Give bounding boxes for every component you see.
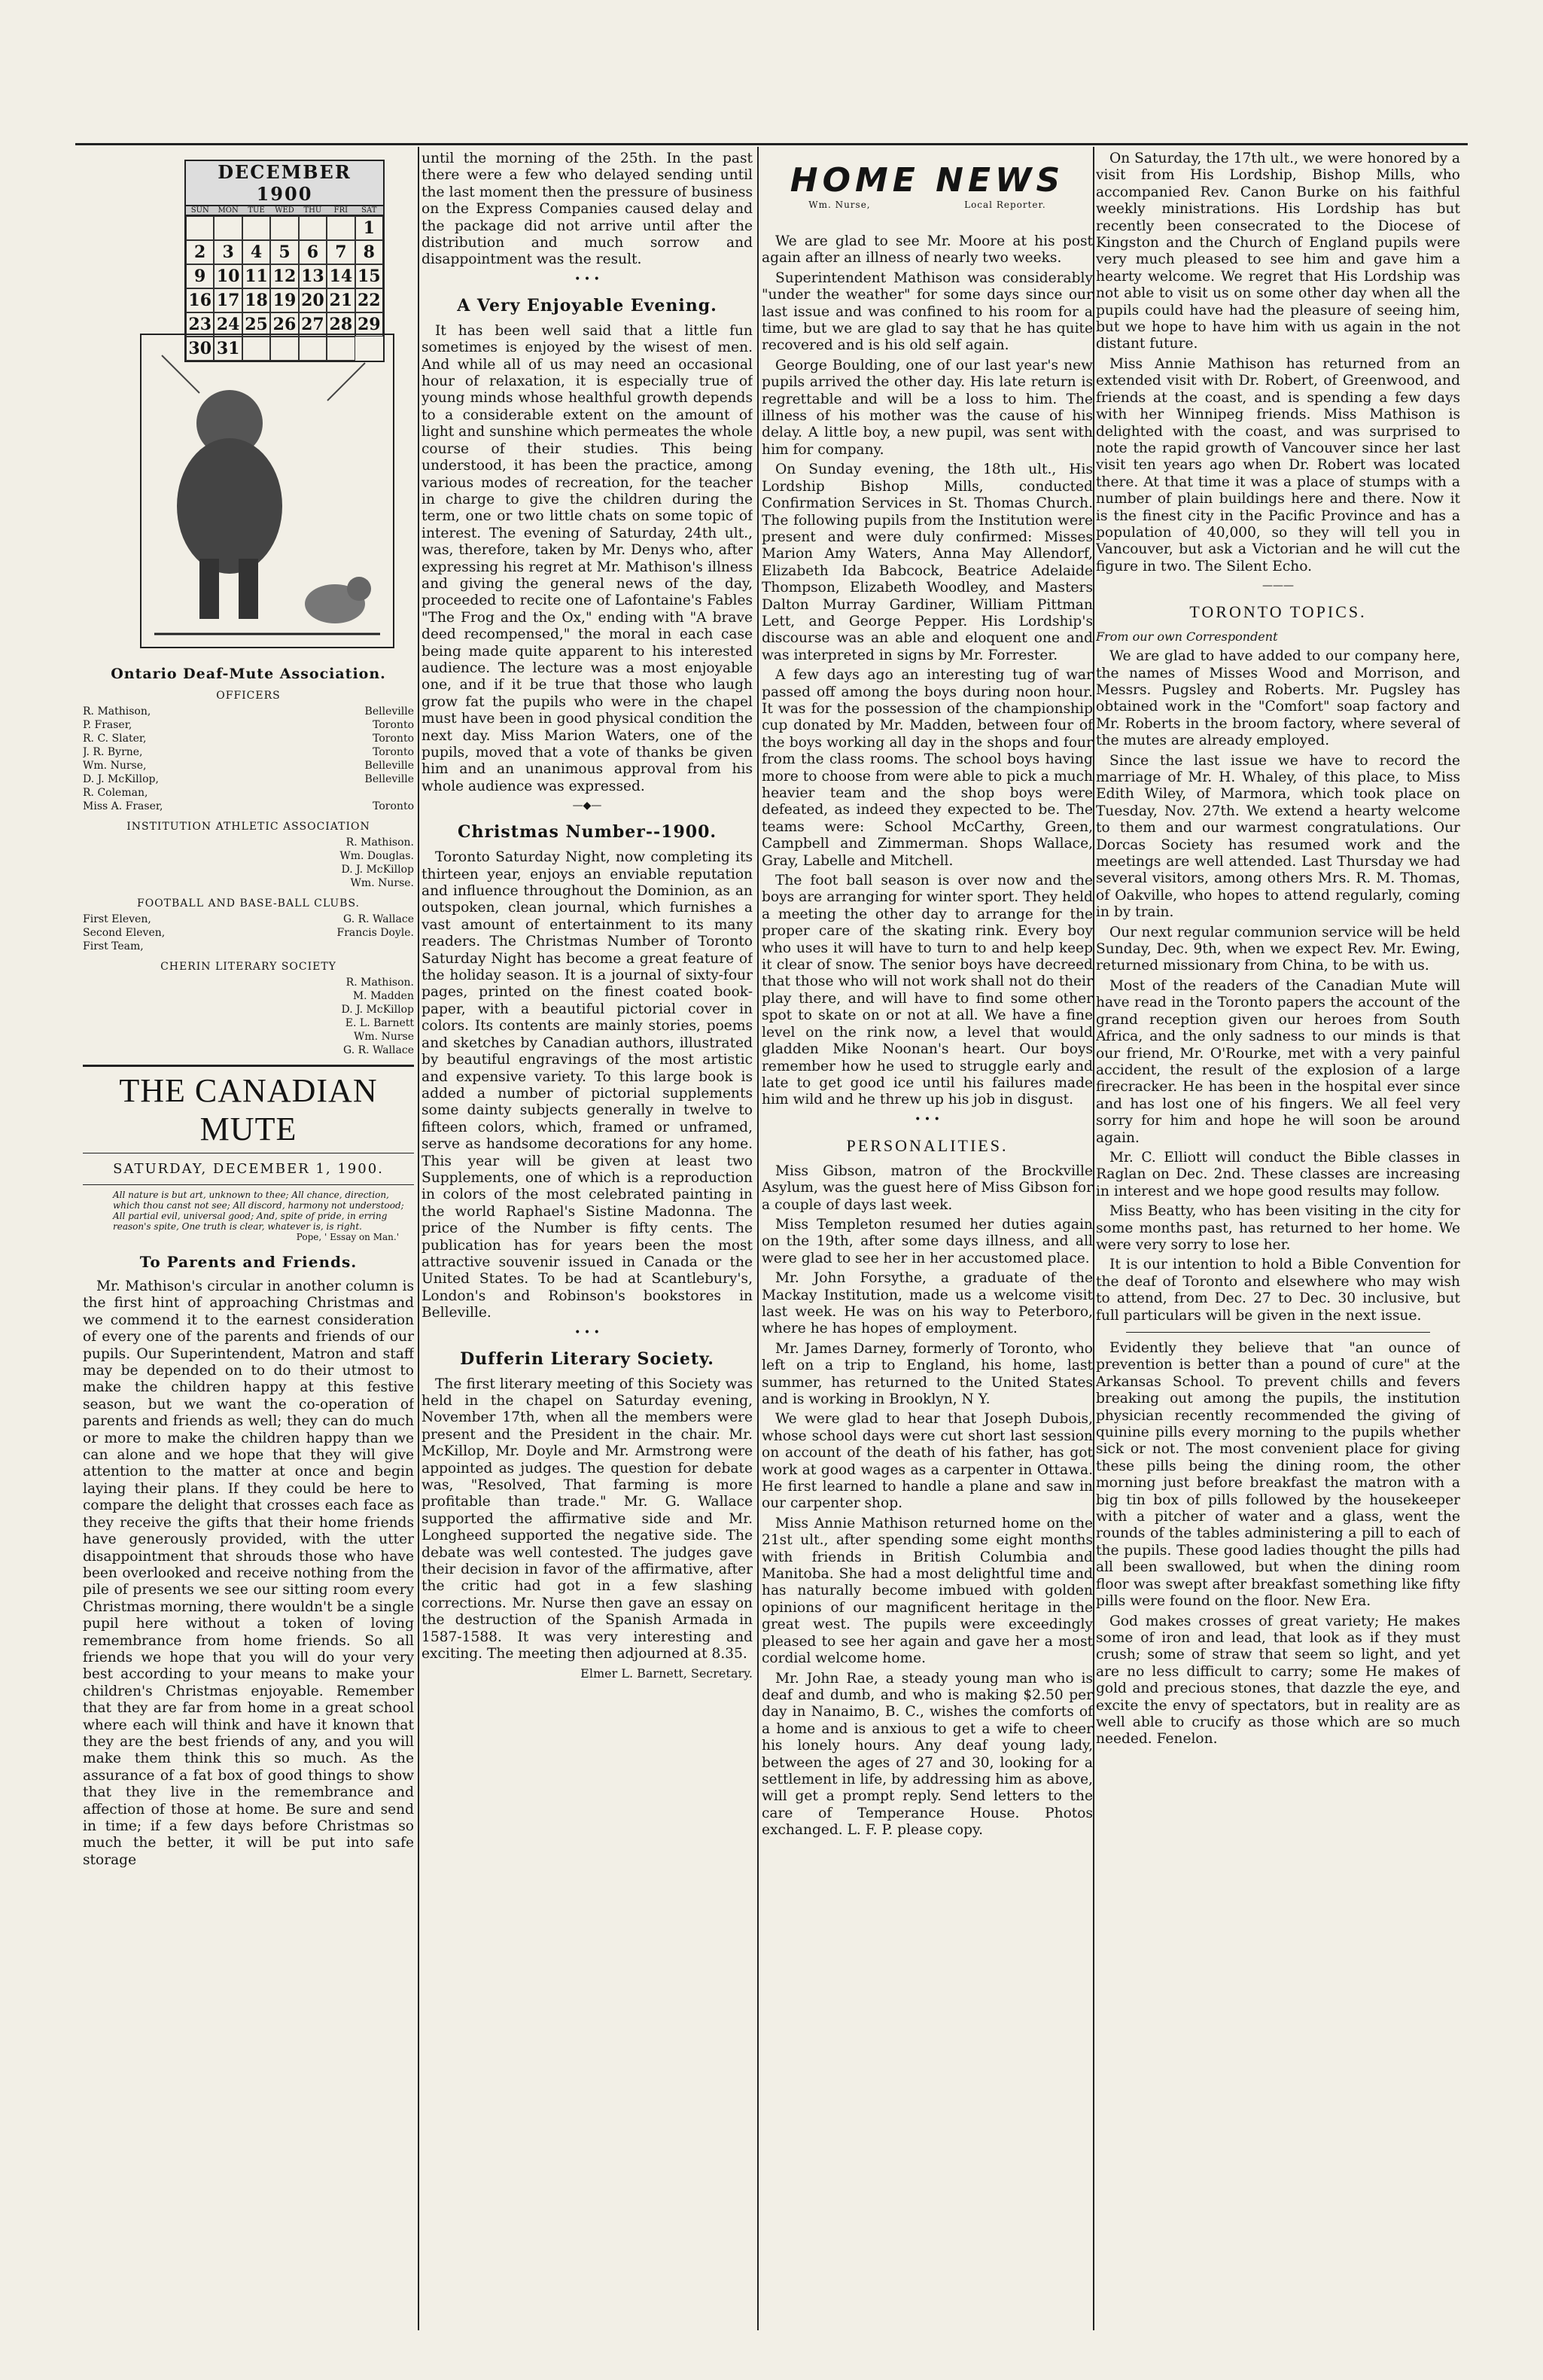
calendar-day: 20 xyxy=(299,288,327,312)
roster-row xyxy=(83,745,414,759)
misc-items xyxy=(1096,1340,1460,1748)
christmas-article: Toronto Saturday Night, now completing its thirteen year, enjoys an enviable reputation and influence throughout the Dominion, as an outspoken, clean journal, which furnishes a vast amount of entertainment to its many readers. The Christmas Number of Toronto Saturday Night has become a great feature of the holiday season. It is a journal of sixty-four pages, printed on the finest coated book-paper, with a beautiful pictorial cover in colors. Its contents are mainly stories, poems and sketches by Canadian authors, illustrated by beautiful engravings of the most artistic and expensive variety. To this large book is added a number of pictorial supplements some dainty subjects generally in twelve to fifteen colors, which, framed or unframed, serve as handsome decorations for any home. This year will be given at least two Supplements, one of which is a reproduction in colors of the most celebrated painting in the world Raphael's Sistine Madonna. The price of the Number is fifty cents. The publication has for years been the most attractive souvenir issued in Canada or the United States. To be had at Scantlebury's, London's and Robinson's bookstores in Belleville. xyxy=(422,849,753,1321)
roster-row xyxy=(83,1016,414,1030)
news-paragraph: Miss Annie Mathison has returned from an extended visit with Dr. Robert, of Greenwood, and friends at the coast, and is spending a few days with her Winnipeg friends. Miss Mathison is delighted with the coast, and was surprised to note the rapid growth of Vancouver since her last visit ten years ago when Dr. Robert was located there. At that time it was a place of stumps with a number of plain buildings here and there. Now it is the finest city in the Pacific Province and has a population of 40,000, so they will tell you in Vancouver, but ask a Victorian and he will cut the figure in two. The Silent Echo. xyxy=(1096,355,1460,574)
toronto-title: TORONTO TOPICS. xyxy=(1189,602,1367,622)
roster-row xyxy=(83,786,414,800)
calendar-day: 29 xyxy=(355,312,383,337)
personalities-title: PERSONALITIES. xyxy=(846,1135,1009,1155)
roster-cell: Belleville xyxy=(364,760,414,772)
roster-cell: Toronto xyxy=(373,800,414,812)
literary-list xyxy=(83,976,414,1057)
roster-row xyxy=(83,940,414,953)
roster-cell: Toronto xyxy=(373,719,414,731)
home-news-title: HOME NEWS xyxy=(790,161,1065,200)
roster-cell: M. Madden xyxy=(352,990,414,1002)
christmas-title: Christmas Number--1900. xyxy=(457,822,717,843)
calendar-day: 10 xyxy=(214,264,242,288)
roster-cell: P. Fraser, xyxy=(83,719,132,731)
roster-row xyxy=(83,800,414,813)
roster-row xyxy=(83,773,414,786)
roster-row xyxy=(83,976,414,989)
roster-row xyxy=(83,926,414,940)
news-paragraph: Evidently they believe that "an ounce of prevention is better than a pound of cure" at the Arkansas School. To prevent chills and fevers breaking out among the pupils, the institution physician recently recommended the giving of quinine pills every morning to the pupils whether sick or not. The most convenient place for giving these pills being the dining room, the other morning just before breakfast the matron with a big tin box of pills followed by the housekeeper with a pitcher of water and a glass, went the rounds of the tables administering a pill to each of the pupils. These good ladies thought the pills had all been swallowed, but when the dining room floor was swept after breakfast something like fifty pills were found on the floor. New Era. xyxy=(1096,1340,1460,1610)
calendar-day xyxy=(299,216,327,240)
calendar-day: 25 xyxy=(242,312,270,337)
roster-row xyxy=(83,913,414,926)
roster-cell: R. Mathison. xyxy=(345,837,414,849)
home-news-byline xyxy=(762,200,1093,210)
athletic-title: INSTITUTION ATHLETIC ASSOCIATION xyxy=(126,821,370,833)
news-paragraph: A few days ago an interesting tug of war passed off among the boys during noon hour. It was for the possession of the championship cup donated by Mr. Madden, between four of the boys working all day in the shops and four from the class rooms. The school boys having more to choose from were able to pick a much heavier team and the shop boys were defeated, as indeed they expected to be. The teams were: School McCarthy, Green, Campbell and Zimmerman. Shops Wallace, Gray, Labelle and Mitchell. xyxy=(762,667,1093,869)
calendar-day: 13 xyxy=(299,264,327,288)
calendar-day: 30 xyxy=(186,337,214,361)
personalities-items xyxy=(762,1163,1093,1839)
separator: • • • xyxy=(574,1326,600,1339)
roster-cell: Toronto xyxy=(373,746,414,758)
roster-cell: Wm. Nurse, xyxy=(83,760,147,772)
news-paragraph: We are glad to have added to our company here, the names of Misses Wood and Morrison, and Messrs. Pugsley and Roberts. Mr. Pugsley has obtained work in the "Comfort" soap factory and Mr. Roberts in the broom factory, where several of the mutes are already employed. xyxy=(1096,648,1460,749)
column-4-top-items xyxy=(1096,151,1460,575)
column-4 xyxy=(1096,151,1460,2357)
calendar-day: 3 xyxy=(214,240,242,264)
roster-cell: Francis Doyle. xyxy=(336,927,414,939)
literary-title: CHERIN LITERARY SOCIETY xyxy=(160,961,336,973)
calendar-day: 24 xyxy=(214,312,242,337)
athletic-list xyxy=(83,836,414,890)
separator: ——— xyxy=(1262,580,1294,593)
roster-cell: E. L. Barnett xyxy=(345,1017,414,1029)
calendar-weekday: WED xyxy=(275,206,294,215)
news-paragraph: Most of the readers of the Canadian Mute will have read in the Toronto papers the account of the grand reception given our heroes from South Africa, and the only sadness to our minds is that our friend, Mr. O'Rourke, met with a very painful accident, the result of the explosion of a large firecracker. He has been in the hospital ever since and has lost one of his fingers. We all feel very sorry for him and hope he will soon be around again. xyxy=(1096,977,1460,1146)
roster-cell: Toronto xyxy=(373,733,414,745)
officers-title: OFFICERS xyxy=(216,690,281,702)
reporter-title: Local Reporter. xyxy=(964,200,1046,210)
toronto-items xyxy=(1096,648,1460,1324)
news-paragraph: George Boulding, one of our last year's new pupils arrived the other day. His late return is regrettable and will be a loss to him. The illness of his mother was the cause of his delay. A little boy, a new pupil, was sent with him for company. xyxy=(762,357,1093,458)
news-paragraph: Miss Gibson, matron of the Brockville Asylum, was the guest here of Miss Gibson for a couple of days last week. xyxy=(762,1163,1093,1213)
news-paragraph: It is our intention to hold a Bible Convention for the deaf of Toronto and elsewhere who may wish to attend, from Dec. 27 to Dec. 30 inclusive, but full particulars will be given in the next issue. xyxy=(1096,1257,1460,1324)
calendar-weekday: SUN xyxy=(190,206,209,215)
calendar-day: 8 xyxy=(355,240,383,264)
dufferin-title: Dufferin Literary Society. xyxy=(460,1348,714,1369)
calendar-day: 31 xyxy=(214,337,242,361)
roster-row xyxy=(83,759,414,773)
calendar-day: 5 xyxy=(270,240,298,264)
roster-row xyxy=(83,836,414,849)
roster-cell: G. R. Wallace xyxy=(343,913,414,925)
roster-cell: Wm. Nurse. xyxy=(350,877,414,889)
separator: • • • xyxy=(574,273,600,285)
parents-article: Mr. Mathison's circular in another column is the first hint of approaching Christmas and we commend it to the earnest consideration of every one of the parents and friends of our pupils. Our Superintendent, Matron and staff may be depended on to do their utmost to make the children happy at this festive season, but we want the co-operation of parents and friends as well; they can do much or more to make the children happy than we can alone and we hope that they will give attention to the matter at once and begin laying their plans. If they could be here to compare the delight that crosses each face as they receive the gifts that their home friends have generously provided, with the utter disappointment that shrouds those who have been overlooked and receive nothing from the pile of presents we see our sitting room every Christmas morning, there wouldn't be a single pupil here without a token of loving remembrance from home friends. So all friends we hope that you will do your very best according to your means to make your children's Christmas enjoyable. Remember that they are far from home in a great school where each will think and have it known that they are the best friends of any, and you will make them think this so much. As the assurance of a fat box of good things to show that they live in the remembrance and affection of those at home. Be sure and send in time; if a few days before Christmas so much the better, it will be put into safe storage xyxy=(83,1278,414,1868)
separator: —◆— xyxy=(572,800,602,812)
dufferin-article: The first literary meeting of this Society was held in the chapel on Saturday evening, November 17th, when all the members were present and the President in the chair. Mr. McKillop, Mr. Doyle and Mr. Armstrong were appointed as judges. The question for debate was, "Resolved, That farming is more profitable than trade." Mr. G. Wallace supported the affirmative side and Mr. Longheed supported the negative side. The debate was well contested. The judges gave their decision in favor of the affirmative, after the critic had got in a few slashing corrections. Mr. Nurse then gave an essay on the destruction of the Spanish Armada in 1587-1588. It was very interesting and exciting. The meeting then adjourned at 8.35. xyxy=(422,1376,753,1662)
news-paragraph: The foot ball season is over now and the boys are arranging for winter sport. They held a meeting the other day to arrange for the proper care of the skating rink. Every boy who uses it will have to turn to and help keep it clear of snow. The senior boys have decreed that those who will not work shall not do their play there, and will have to find some other spot to skate on or not at all. We have a fine level on the rink now, a level that would gladden Mike Noonan's heart. Our boys remember how he used to struggle early and late to get good ice until his failures made him wild and he threw up his job in disgust. xyxy=(762,873,1093,1108)
calendar-day xyxy=(242,216,270,240)
toronto-subtitle: From our own Correspondent xyxy=(1096,629,1278,645)
calendar-weekday: FRI xyxy=(333,206,348,215)
epigraph-poem: All nature is but art, unknown to thee; All chance, direction, which thou canst not see; All discord, harmony not understood; All partial evil, universal good; And, spite of pride, in erring reason's spite, One truth is clear, whatever is, is right. xyxy=(113,1190,404,1232)
news-paragraph: Superintendent Mathison was considerably "under the weather" for some days since our last issue and was confined to his room for a time, but we are glad to say that he has quite recovered and is his old self again. xyxy=(762,270,1093,354)
roster-row xyxy=(83,718,414,732)
roster-cell: D. J. McKillop, xyxy=(83,773,159,785)
separator: • • • xyxy=(915,1113,940,1126)
column-1 xyxy=(83,655,414,2357)
news-paragraph: Our next regular communion service will be held Sunday, Dec. 9th, when we expect Rev. Mr. Ewing, returned missionary from China, to be with us. xyxy=(1096,924,1460,974)
calendar-day: 23 xyxy=(186,312,214,337)
calendar-day: 22 xyxy=(355,288,383,312)
evening-title: A Very Enjoyable Evening. xyxy=(457,295,717,315)
news-paragraph: We were glad to hear that Joseph Dubois, whose school days were cut short last session on account of the death of his father, has got work at good wages as a carpenter in Ottawa. He first learned to handle a plane and saw in our carpenter shop. xyxy=(762,1411,1093,1512)
news-paragraph: Mr. C. Elliott will conduct the Bible classes in Raglan on Dec. 2nd. These classes are increasing in interest and we hope good results may follow. xyxy=(1096,1149,1460,1199)
roster-row xyxy=(83,1030,414,1044)
roster-row xyxy=(83,989,414,1003)
football-list xyxy=(83,913,414,953)
calendar-day: 11 xyxy=(242,264,270,288)
roster-cell: R. Mathison. xyxy=(345,977,414,989)
calendar-day xyxy=(214,216,242,240)
calendar-day xyxy=(186,216,214,240)
roster-cell: R. C. Slater, xyxy=(83,733,147,745)
calendar-weekdays xyxy=(186,206,383,216)
calendar-title: DECEMBER 1900 xyxy=(186,161,383,206)
calendar-day: 21 xyxy=(327,288,355,312)
masthead: THE CANADIAN MUTE xyxy=(119,1072,378,1147)
calendar-day xyxy=(270,216,298,240)
news-paragraph: On Saturday, the 17th ult., we were honored by a visit from His Lordship, Bishop Mills, who accompanied Rev. Canon Burke on his faithful weekly ministrations. His Lordship has but recently been consecrated to the Diocese of Kingston and the Church of England pupils were very much pleased to see him and gave him a hearty welcome. We regret that His Lordship was not able to visit us on some other day when all the pupils could have had the pleasure of seeing him, but we hope to have him with us again in the not distant future. xyxy=(1096,151,1460,352)
epigraph-attribution: Pope, ' Essay on Man.' xyxy=(296,1232,399,1242)
calendar-day: 9 xyxy=(186,264,214,288)
evening-article: It has been well said that a little fun sometimes is enjoyed by the wisest of men. And while all of us may need an occasional hour of relaxation, it is especially true of young minds whose healthful growth depends to a considerable extent on the amount of light and sunshine which permeates the whole course of their studies. This being understood, it has been the practice, among various modes of recreation, for the teacher in charge to give the children during the term, one or two little chats on some topic of interest. The evening of Saturday, 24th ult., was, therefore, taken by Mr. Denys who, after expressing his regret at Mr. Mathison's illness and giving the general news of the day, proceeded to recite one of Lafontaine's Fables "The Frog and the Ox," ending with "A brave deed recompensed," the moral in each case being made quite apparent to his interested audience. The lecture was a most enjoyable one, and if it be true that those who laugh grow fat the pupils who were in the chapel must have been in good physical condition the next day. Miss Marion Waters, one of the pupils, moved that a vote of thanks be given him and an unanimous approval from his whole audience was expressed. xyxy=(422,322,753,794)
roster-cell: R. Coleman, xyxy=(83,787,148,799)
roster-cell: D. J. McKillop xyxy=(341,864,414,876)
news-paragraph: Mr. John Forsythe, a graduate of the Mackay Institution, made us a welcome visit last week. He was on his way to Peterboro, where he has hopes of employment. xyxy=(762,1270,1093,1337)
continued-text: until the morning of the 25th. In the past there were a few who delayed sending until the last moment then the pressure of business on the Express Companies caused delay and the package did not arrive until after the distribution and much sorrow and disappointment was the result. xyxy=(422,151,753,268)
roster-row xyxy=(83,1003,414,1016)
calendar-day: 28 xyxy=(327,312,355,337)
top-rule xyxy=(75,143,1468,145)
calendar-day: 2 xyxy=(186,240,214,264)
home-news-header xyxy=(762,151,1093,233)
news-paragraph: Since the last issue we have to record the marriage of Mr. H. Whaley, of this place, to Miss Edith Wiley, of Marmora, which took place on Tuesday, Nov. 27th. We extend a hearty welcome to them and our warmest congratulations. Our Dorcas Society has resumed work and the meetings are well attended. Last Thursday we had several visitors, among others Mrs. R. M. Thomas, of Oakville, who hopes to attend regularly, coming in by train. xyxy=(1096,752,1460,921)
news-paragraph: Miss Templeton resumed her duties again on the 19th, after some days illness, and all were glad to see her in her accustomed place. xyxy=(762,1216,1093,1266)
calendar-weekday: TUE xyxy=(248,206,265,215)
roster-cell: Belleville xyxy=(364,705,414,718)
calendar-day: 15 xyxy=(355,264,383,288)
issue-date: SATURDAY, DECEMBER 1, 1900. xyxy=(113,1161,384,1177)
column-rule xyxy=(418,147,419,2330)
roster-cell: R. Mathison, xyxy=(83,705,151,718)
calendar-day: 14 xyxy=(327,264,355,288)
reporter-name: Wm. Nurse, xyxy=(808,200,871,210)
calendar-day: 12 xyxy=(270,264,298,288)
news-paragraph: God makes crosses of great variety; He makes some of iron and lead, that look as if they must crush; some of straw that seem so light, and yet are no less difficult to carry; some He makes of gold and precious stones, that dazzle the eye, and excite the envy of spectators, but in reality are as well able to crucify as those which are so much needed. Fenelon. xyxy=(1096,1613,1460,1748)
calendar-day: 19 xyxy=(270,288,298,312)
roster-cell: Wm. Nurse xyxy=(354,1031,414,1043)
dufferin-signature: Elmer L. Barnett, Secretary. xyxy=(580,1665,753,1681)
roster-row xyxy=(83,876,414,890)
roster-row xyxy=(83,1044,414,1057)
calendar-day xyxy=(327,216,355,240)
association-title: Ontario Deaf-Mute Association. xyxy=(111,666,386,682)
calendar-day: 6 xyxy=(299,240,327,264)
calendar-day: 16 xyxy=(186,288,214,312)
roster-cell: Miss A. Fraser, xyxy=(83,800,163,812)
roster-cell: D. J. McKillop xyxy=(341,1004,414,1016)
calendar-grid xyxy=(184,160,385,362)
officers-list xyxy=(83,705,414,813)
roster-row xyxy=(83,705,414,718)
calendar-day: 17 xyxy=(214,288,242,312)
roster-row xyxy=(83,849,414,863)
roster-cell: G. R. Wallace xyxy=(343,1044,414,1056)
home-news-items xyxy=(762,233,1093,1109)
roster-cell: Second Eleven, xyxy=(83,927,166,939)
news-paragraph: On Sunday evening, the 18th ult., His Lordship Bishop Mills, conducted Confirmation Services in St. Thomas Church. The following pupils from the Institution were present and were duly confirmed: Misses Marion Amy Waters, Anna May Allendorf, Elizabeth Ida Babcock, Beatrice Adelaide Thompson, Elizabeth Woodley, and Masters Dalton Murray Gardiner, William Pittman Lett, and George Pepper. His Lordship's discourse was an able and eloquent one and was interpreted in signs by Mr. Forrester. xyxy=(762,462,1093,663)
calendar-weekday: SAT xyxy=(361,206,377,215)
column-2 xyxy=(422,151,753,2357)
roster-cell: First Team, xyxy=(83,940,144,952)
calendar-weekday: THU xyxy=(303,206,322,215)
calendar-day: 26 xyxy=(270,312,298,337)
calendar-day: 7 xyxy=(327,240,355,264)
news-paragraph: We are glad to see Mr. Moore at his post again after an illness of nearly two weeks. xyxy=(762,233,1093,267)
child-with-dog-illustration xyxy=(139,333,395,649)
calendar-weekday: MON xyxy=(218,206,239,215)
roster-cell: Belleville xyxy=(364,773,414,785)
news-paragraph: Mr. John Rae, a steady young man who is deaf and dumb, and who is making $2.50 per day in Nanaimo, B. C., wishes the comforts of a home and is anxious to get a wife to cheer his lonely hours. Any deaf young lady, between the ages of 27 and 30, looking for a settlement in life, by addressing him as above, will get a prompt reply. Send letters to the care of Temperance House. Photos exchanged. L. F. P. please copy. xyxy=(762,1670,1093,1839)
column-3 xyxy=(762,151,1093,2357)
roster-row xyxy=(83,732,414,745)
roster-cell: Wm. Douglas. xyxy=(339,850,414,862)
column-rule xyxy=(757,147,759,2330)
parents-title: To Parents and Friends. xyxy=(139,1253,358,1271)
calendar-day: 27 xyxy=(299,312,327,337)
news-paragraph: Mr. James Darney, formerly of Toronto, who left on a trip to England, his home, last summer, has returned to the United States and is working in Brooklyn, N Y. xyxy=(762,1340,1093,1407)
calendar-day: 4 xyxy=(242,240,270,264)
calendar-day: 1 xyxy=(355,216,383,240)
calendar-day: 18 xyxy=(242,288,270,312)
roster-cell: First Eleven, xyxy=(83,913,151,925)
roster-cell: J. R. Byrne, xyxy=(83,746,143,758)
news-paragraph: Miss Annie Mathison returned home on the 21st ult., after spending some eight months with friends in British Columbia and Manitoba. She had a most delightful time and has naturally become imbued with golden opinions of our magnificent heritage in the great west. The pupils were exceedingly pleased to see her again and gave her a most cordial welcome home. xyxy=(762,1515,1093,1667)
roster-row xyxy=(83,863,414,876)
football-title: FOOTBALL AND BASE-BALL CLUBS. xyxy=(137,897,360,910)
calendar-illustration xyxy=(139,160,395,649)
column-rule xyxy=(1093,147,1094,2330)
news-paragraph: Miss Beatty, who has been visiting in the city for some months past, has returned to her home. We were very sorry to lose her. xyxy=(1096,1203,1460,1253)
